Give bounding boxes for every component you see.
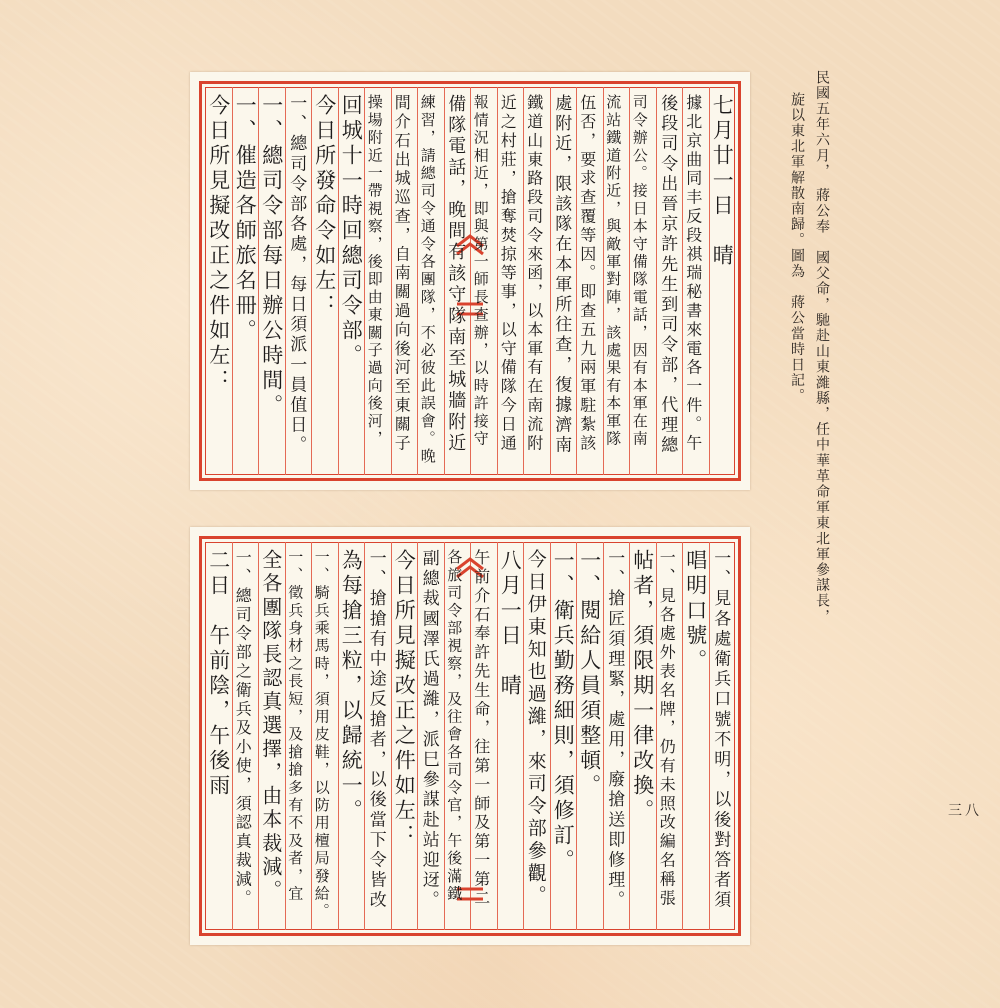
diary-line: 帖者，須限期一律改換。 bbox=[630, 549, 655, 824]
diary-line: 唱明口號。 bbox=[683, 549, 708, 674]
diary-line: 副總裁國澤氏過濰，派巳參謀赴站迎迓。 bbox=[418, 549, 439, 911]
column-rule bbox=[364, 542, 365, 930]
diary-line: 今日所見擬改正之件如左： bbox=[206, 94, 231, 394]
diary-line: 一、見各處外表名牌，仍有未照改編名稱張 bbox=[657, 549, 677, 909]
column-rule bbox=[523, 87, 524, 475]
column-rule bbox=[258, 87, 259, 475]
column-rule bbox=[417, 542, 418, 930]
diary-line: 一、總司令部每日辦公時間。 bbox=[259, 94, 284, 419]
diary-line: 後段司令出晉京許先生到司令部，代理總 bbox=[657, 94, 678, 456]
diary-line: 備隊電話，晚間有該守隊南至城牆附近 bbox=[445, 94, 467, 455]
column-rule bbox=[470, 542, 471, 930]
diary-line: 據北京曲同丰反段祺瑞秘書來電各一件。午 bbox=[683, 94, 703, 454]
column-rule bbox=[629, 87, 630, 475]
column-rule bbox=[311, 87, 312, 475]
diary-line: 間介石出城巡查，自南關過向後河至東關子 bbox=[392, 94, 412, 454]
diary-line: 一、騎兵乘馬時，須用皮鞋，以防用檀局發給。 bbox=[312, 549, 331, 921]
diary-line: 今日伊東知也過濰，來司令部參觀。 bbox=[524, 549, 547, 908]
diary-line: 鐵道山東路段司令來函，以本軍有在南流附 bbox=[524, 94, 544, 454]
diary-line: 練習，請總司令通令各團隊，不必彼此誤會。晚 bbox=[418, 94, 437, 466]
diary-line: 報情況相近，即與第一師長查辦，以時許接守 bbox=[471, 94, 490, 448]
diary-line: 二日 午前陰，午後雨 bbox=[206, 549, 231, 799]
diary-line: 一、搶匠須理緊，處用，廢搶送即修理。 bbox=[604, 549, 625, 911]
diary-line: 操場附近一帶視察，後即由東關子過向後河， bbox=[365, 94, 384, 448]
diary-line: 各旅司令部視察，及往會各司令官，午後滿鐵 bbox=[445, 549, 464, 903]
diary-page-top bbox=[190, 72, 750, 490]
column-rule bbox=[682, 542, 683, 930]
diary-line: 今日所發命令如左： bbox=[312, 94, 337, 319]
diary-line: 一、搶搶有中途反搶者，以後當下令皆改 bbox=[365, 549, 386, 911]
diary-line: 伍否，要求查覆等因。即查五九兩軍駐紮該 bbox=[577, 94, 597, 454]
diary-line: 一、閱給人員須整頓。 bbox=[577, 549, 602, 799]
diary-line: 今日所見擬改正之件如左： bbox=[392, 549, 417, 849]
diary-line: 近之村莊，搶奪焚掠等事，以守備隊今日通 bbox=[498, 94, 518, 454]
column-rule bbox=[682, 87, 683, 475]
caption-line-1: 民國五年六月， 蔣公奉 國父命，馳赴山東濰縣，任中華革命軍東北軍參謀長， bbox=[814, 70, 830, 625]
column-rule bbox=[576, 542, 577, 930]
diary-line: 一、總司令部各處，每日須派一員值日。 bbox=[286, 94, 307, 456]
diary-line: 一、見各處衛兵口號不明，以後對答者須 bbox=[710, 549, 731, 911]
diary-line: 全各團隊長認真選擇，由本裁減。 bbox=[258, 549, 283, 903]
column-rule bbox=[417, 87, 418, 475]
diary-page-bottom bbox=[190, 527, 750, 945]
column-rule bbox=[523, 542, 524, 930]
column-rule bbox=[470, 87, 471, 475]
diary-line: 一、徵兵身材之長短，及搶搶多有不及者，宜 bbox=[286, 549, 305, 903]
diary-line: 回城十一時回總司令部。 bbox=[339, 94, 364, 369]
caption-line-2: 旋以東北軍解散南歸。圖為 蔣公當時日記。 bbox=[789, 92, 805, 404]
diary-line: 八月一日 晴 bbox=[498, 549, 523, 699]
column-rule bbox=[629, 542, 630, 930]
diary-line: 午前介石奉許先生命，往第一師及第一第二 bbox=[471, 549, 491, 909]
diary-line: 一、催造各師旅名冊。 bbox=[233, 94, 258, 344]
column-rule bbox=[576, 87, 577, 475]
diary-line: 七月廿一日 晴 bbox=[710, 94, 735, 269]
diary-line: 一、總司令部之衛兵及小使，須認真裁減。 bbox=[233, 549, 253, 909]
page-number: 三八 bbox=[948, 803, 982, 819]
diary-line: 流站鐵道附近，與敵軍對陣，該處果有本軍隊 bbox=[604, 94, 623, 448]
diary-line: 為每搶三粒，以歸統一。 bbox=[339, 549, 364, 824]
diary-line: 司令辦公。接日本守備隊電話，因有本軍在南 bbox=[630, 94, 649, 448]
diary-line: 一、衛兵勤務細則，須修訂。 bbox=[551, 549, 576, 874]
column-rule bbox=[364, 87, 365, 475]
column-rule bbox=[311, 542, 312, 930]
diary-line: 處附近，限該隊在本軍所往查，復據濟南 bbox=[551, 94, 572, 456]
